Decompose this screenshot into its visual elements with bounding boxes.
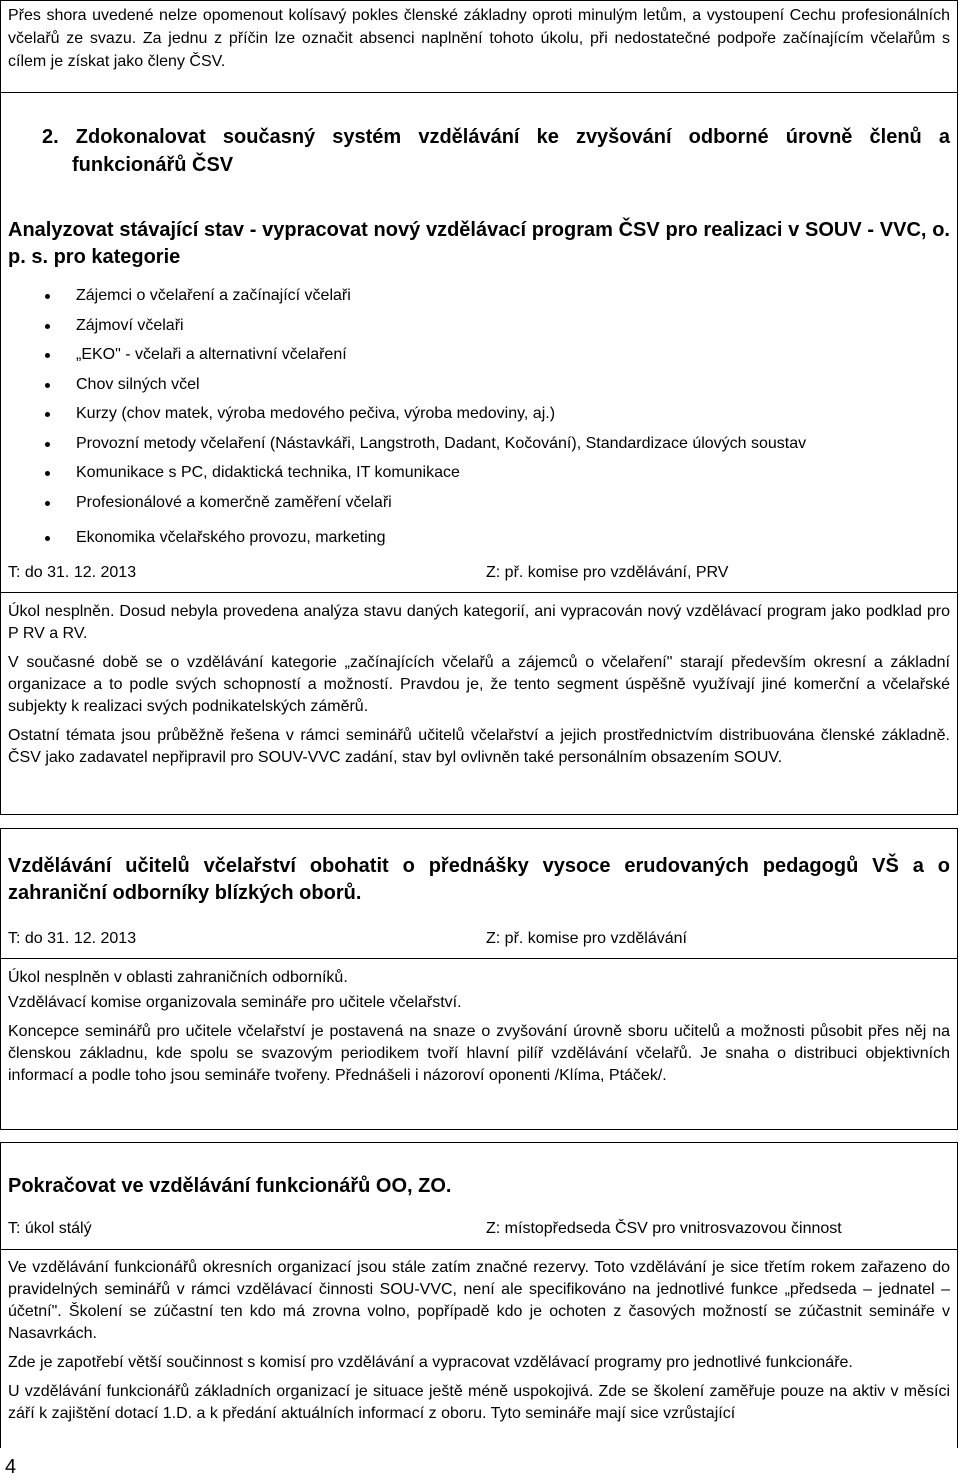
list-item: Zájmoví včelaři	[8, 315, 950, 337]
current-paragraph: V současné době se o vzdělávání kategorie „začínajících včelařů a zájemců o včelaření" starají především okresní a základní organizace a to podle svých schopností a možností. Pravdou je, že tento segment úspěšně využívají jiné komerční a včelařské subjekty k realizaci svých podnikatelských záměrů.	[8, 653, 950, 715]
term-row	[8, 562, 950, 584]
list-item: Ekonomika včelařského provozu, marketing	[8, 527, 950, 549]
list-item: „EKO" - včelaři a alternativní včelaření	[8, 344, 950, 366]
responsible: Z: př. komise pro vzdělávání	[486, 930, 687, 947]
intro-box	[0, 0, 958, 93]
section-2-box	[0, 92, 958, 815]
intro-paragraph: Přes shora uvedené nelze opomenout kolísavý pokles členské základny oproti minulým letům, a vystoupení Cechu profesionálních včelařů ze svazu. Za jednu z příčin lze označit absenci naplnění tohoto úkolu, při nedostatečné podpoře začínajícím včelařům s cílem je získat jako členy ČSV.	[8, 7, 950, 70]
seminars-paragraph: Vzdělávací komise organizovala semináře pro učitele včelařství.	[8, 994, 462, 1011]
responsible: Z: místopředseda ČSV pro vnitrosvazovou činnost	[486, 1220, 842, 1237]
page-number: 4	[5, 1456, 17, 1478]
category-list	[8, 285, 950, 549]
divider	[1, 592, 957, 593]
term-row	[8, 1218, 950, 1240]
teachers-box	[0, 828, 958, 1130]
officials-paragraph-2: Zde je zapotřebí větší součinnost s komisí pro vzdělávání a vypracovat vzdělávací programy pro jednotlivé funkcionáře.	[8, 1354, 853, 1371]
officials-paragraph-1: Ve vzdělávání funkcionářů okresních organizací jsou stále zatím značné rezervy. Toto vzdělávání je sice třetím rokem zařazeno do pravidelných seminářů v rámci vzdělávací činnosti SOU-VVC, není ale specifikováno na jednotlivé funkce „předseda – jednatel – účetní". Školení se zúčastní ten kdo má zrovna volno, popřípadě kdo je ochoten z časových možností se zúčastnit semináře v Nasavrkách.	[8, 1259, 950, 1342]
term-row	[8, 928, 950, 950]
term: T: do 31. 12. 2013	[8, 930, 137, 947]
list-item: Zájemci o včelaření a začínající včelaři	[8, 285, 950, 307]
status-paragraph: Úkol nesplněn. Dosud nebyla provedena analýza stavu daných kategorií, ani vypracován nový vzdělávací program jako podklad pro P RV a RV.	[8, 602, 950, 642]
list-item: Kurzy (chov matek, výroba medového pečiva, výroba medoviny, aj.)	[8, 403, 950, 425]
list-item: Provozní metody včelaření (Nástavkáři, Langstroth, Dadant, Kočování), Standardizace úlových soustav	[8, 433, 950, 455]
divider	[1, 958, 957, 959]
list-item: Chov silných včel	[8, 374, 950, 396]
status-paragraph: Úkol nesplněn v oblasti zahraničních odborníků.	[8, 969, 348, 986]
officials-paragraph-3: U vzdělávání funkcionářů základních organizací je situace ještě méně uspokojivá. Zde se školení zaměřuje pouze na aktiv v měsíci září k zajištění dotací 1.D. a k předání aktuálních informací z oboru. Tyto semináře mají sice vzrůstající	[8, 1383, 950, 1422]
list-item: Komunikace s PC, didaktická technika, IT komunikace	[8, 462, 950, 484]
section-2-subheading: Analyzovat stávající stav - vypracovat nový vzdělávací program ČSV pro realizaci v SOUV - VVC, o. p. s. pro kategorie	[8, 219, 950, 268]
officials-box	[0, 1142, 958, 1448]
term: T: úkol stálý	[8, 1220, 92, 1237]
teachers-heading: Vzdělávání učitelů včelařství obohatit o přednášky vysoce erudovaných pedagogů VŠ a o zahraniční odborníky blízkých oborů.	[8, 855, 950, 904]
other-topics-paragraph: Ostatní témata jsou průběžně řešena v rámci seminářů učitelů včelařství a jejich prostřednictvím distribuována členské základně. ČSV jako zadavatel nepřipravil pro SOUV-VVC zadání, stav byl ovlivněn také personálním obsazením SOUV.	[8, 726, 950, 766]
concept-paragraph: Koncepce seminářů pro učitele včelařství je postavená na snaze o zvyšování úrovně sboru učitelů a možnosti působit přes něj na členskou základnu, kde spolu se svazovým periodikem tvoří hlavní pilíř vzdělávání včelařů. Je snaha o distribuci objektivních informací a podle toho jsou semináře tvořeny. Přednášeli i názoroví oponenti /Klíma, Ptáček/.	[8, 1023, 950, 1084]
officials-heading: Pokračovat ve vzdělávání funkcionářů OO, ZO.	[8, 1175, 452, 1197]
responsible: Z: př. komise pro vzdělávání, PRV	[486, 563, 729, 581]
list-item: Profesionálové a komerčně zaměření včelaři	[8, 492, 950, 514]
divider	[1, 1249, 957, 1250]
section-2-heading: 2. Zdokonalovat současný systém vzdělávání ke zvyšování odborné úrovně členů a funkcionářů ČSV	[42, 126, 950, 176]
term: T: do 31. 12. 2013	[8, 563, 137, 581]
